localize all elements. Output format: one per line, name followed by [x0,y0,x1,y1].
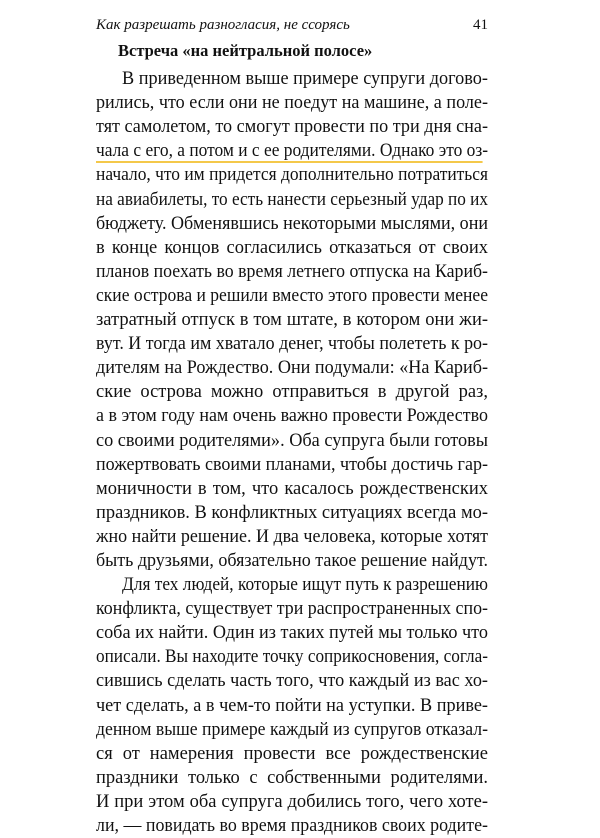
text-line: пожертвовать своими планами, чтобы достичь гар- [96,455,488,475]
text-line: рились, что если они не поедут на машине, а поле- [96,93,488,113]
text-line: конфликта, существует три распространенных спо- [96,599,488,619]
text-line: чет сделать, а в чем-то пойти на уступки. В приве- [96,696,488,716]
text-line: планов поехать во время летнего отпуска на Кариб- [96,262,488,282]
text-line: В приведенном выше примере супруги догово- [122,69,488,89]
text-line: описали. Вы находите точку соприкосновения, согла- [96,647,488,667]
text-line: затратный отпуск в том штате, в котором они жи- [96,310,488,330]
text-line: праздников. В конфликтных ситуациях всегда мо- [96,503,488,523]
text-line: праздники только с собственными родителями. [96,768,488,788]
text-line: начало, что им придется дополнительно потратиться [96,165,488,185]
text-line: моничности в том, что касалось рождественских [96,479,488,499]
text-line: Для тех людей, которые ищут путь к разрешению [122,575,488,595]
text-line: ские острова и решили вместо этого провести менее [96,286,488,306]
text-line: И при этом оба супруга добились того, чего хоте- [96,792,488,812]
text-line: соба их найти. Один из таких путей мы только что [96,623,488,643]
running-header [96,14,488,36]
text-line: денном выше примере каждый из супругов отказал- [96,720,488,740]
text-line: со своими родителями». Оба супруга были готовы [96,431,488,451]
text-line: а в этом году нам очень важно провести Рождество [96,406,488,426]
page-number: 41 [473,17,488,33]
text-line: ли, — повидать во время праздников своих родите- [96,816,488,836]
text-line: ся от намерения провести все рождественские [96,744,488,764]
text-line: на авиабилеты, то есть нанести серьезный удар по их [96,190,488,210]
text-line: сившись сделать часть того, что каждый из вас хо- [96,671,488,691]
text-line: быть друзьями, обязательно такое решение найдут. [96,551,488,571]
running-title: Как разрешать разногласия, не ссорясь [96,17,350,33]
text-line: тят самолетом, то смогут провести по три дня сна- [96,117,488,137]
text-line: жно найти решение. И два человека, которые хотят [96,527,488,547]
text-line: вут. И тогда им хватало денег, чтобы полететь к ро- [96,334,488,354]
text-line: в конце концов согласились отказаться от своих [96,238,488,258]
text-line: дителям на Рождество. Они подумали: «На Кариб- [96,358,488,378]
section-heading: Встреча «на нейтральной полосе» [118,41,373,60]
text-line: чала с его, а потом и с ее родителями. Однако это оз- [96,141,489,161]
text-line: ские острова можно отправиться в другой раз, [96,382,488,402]
text-line: бюджету. Обменявшись некоторыми мыслями, они [96,214,488,234]
